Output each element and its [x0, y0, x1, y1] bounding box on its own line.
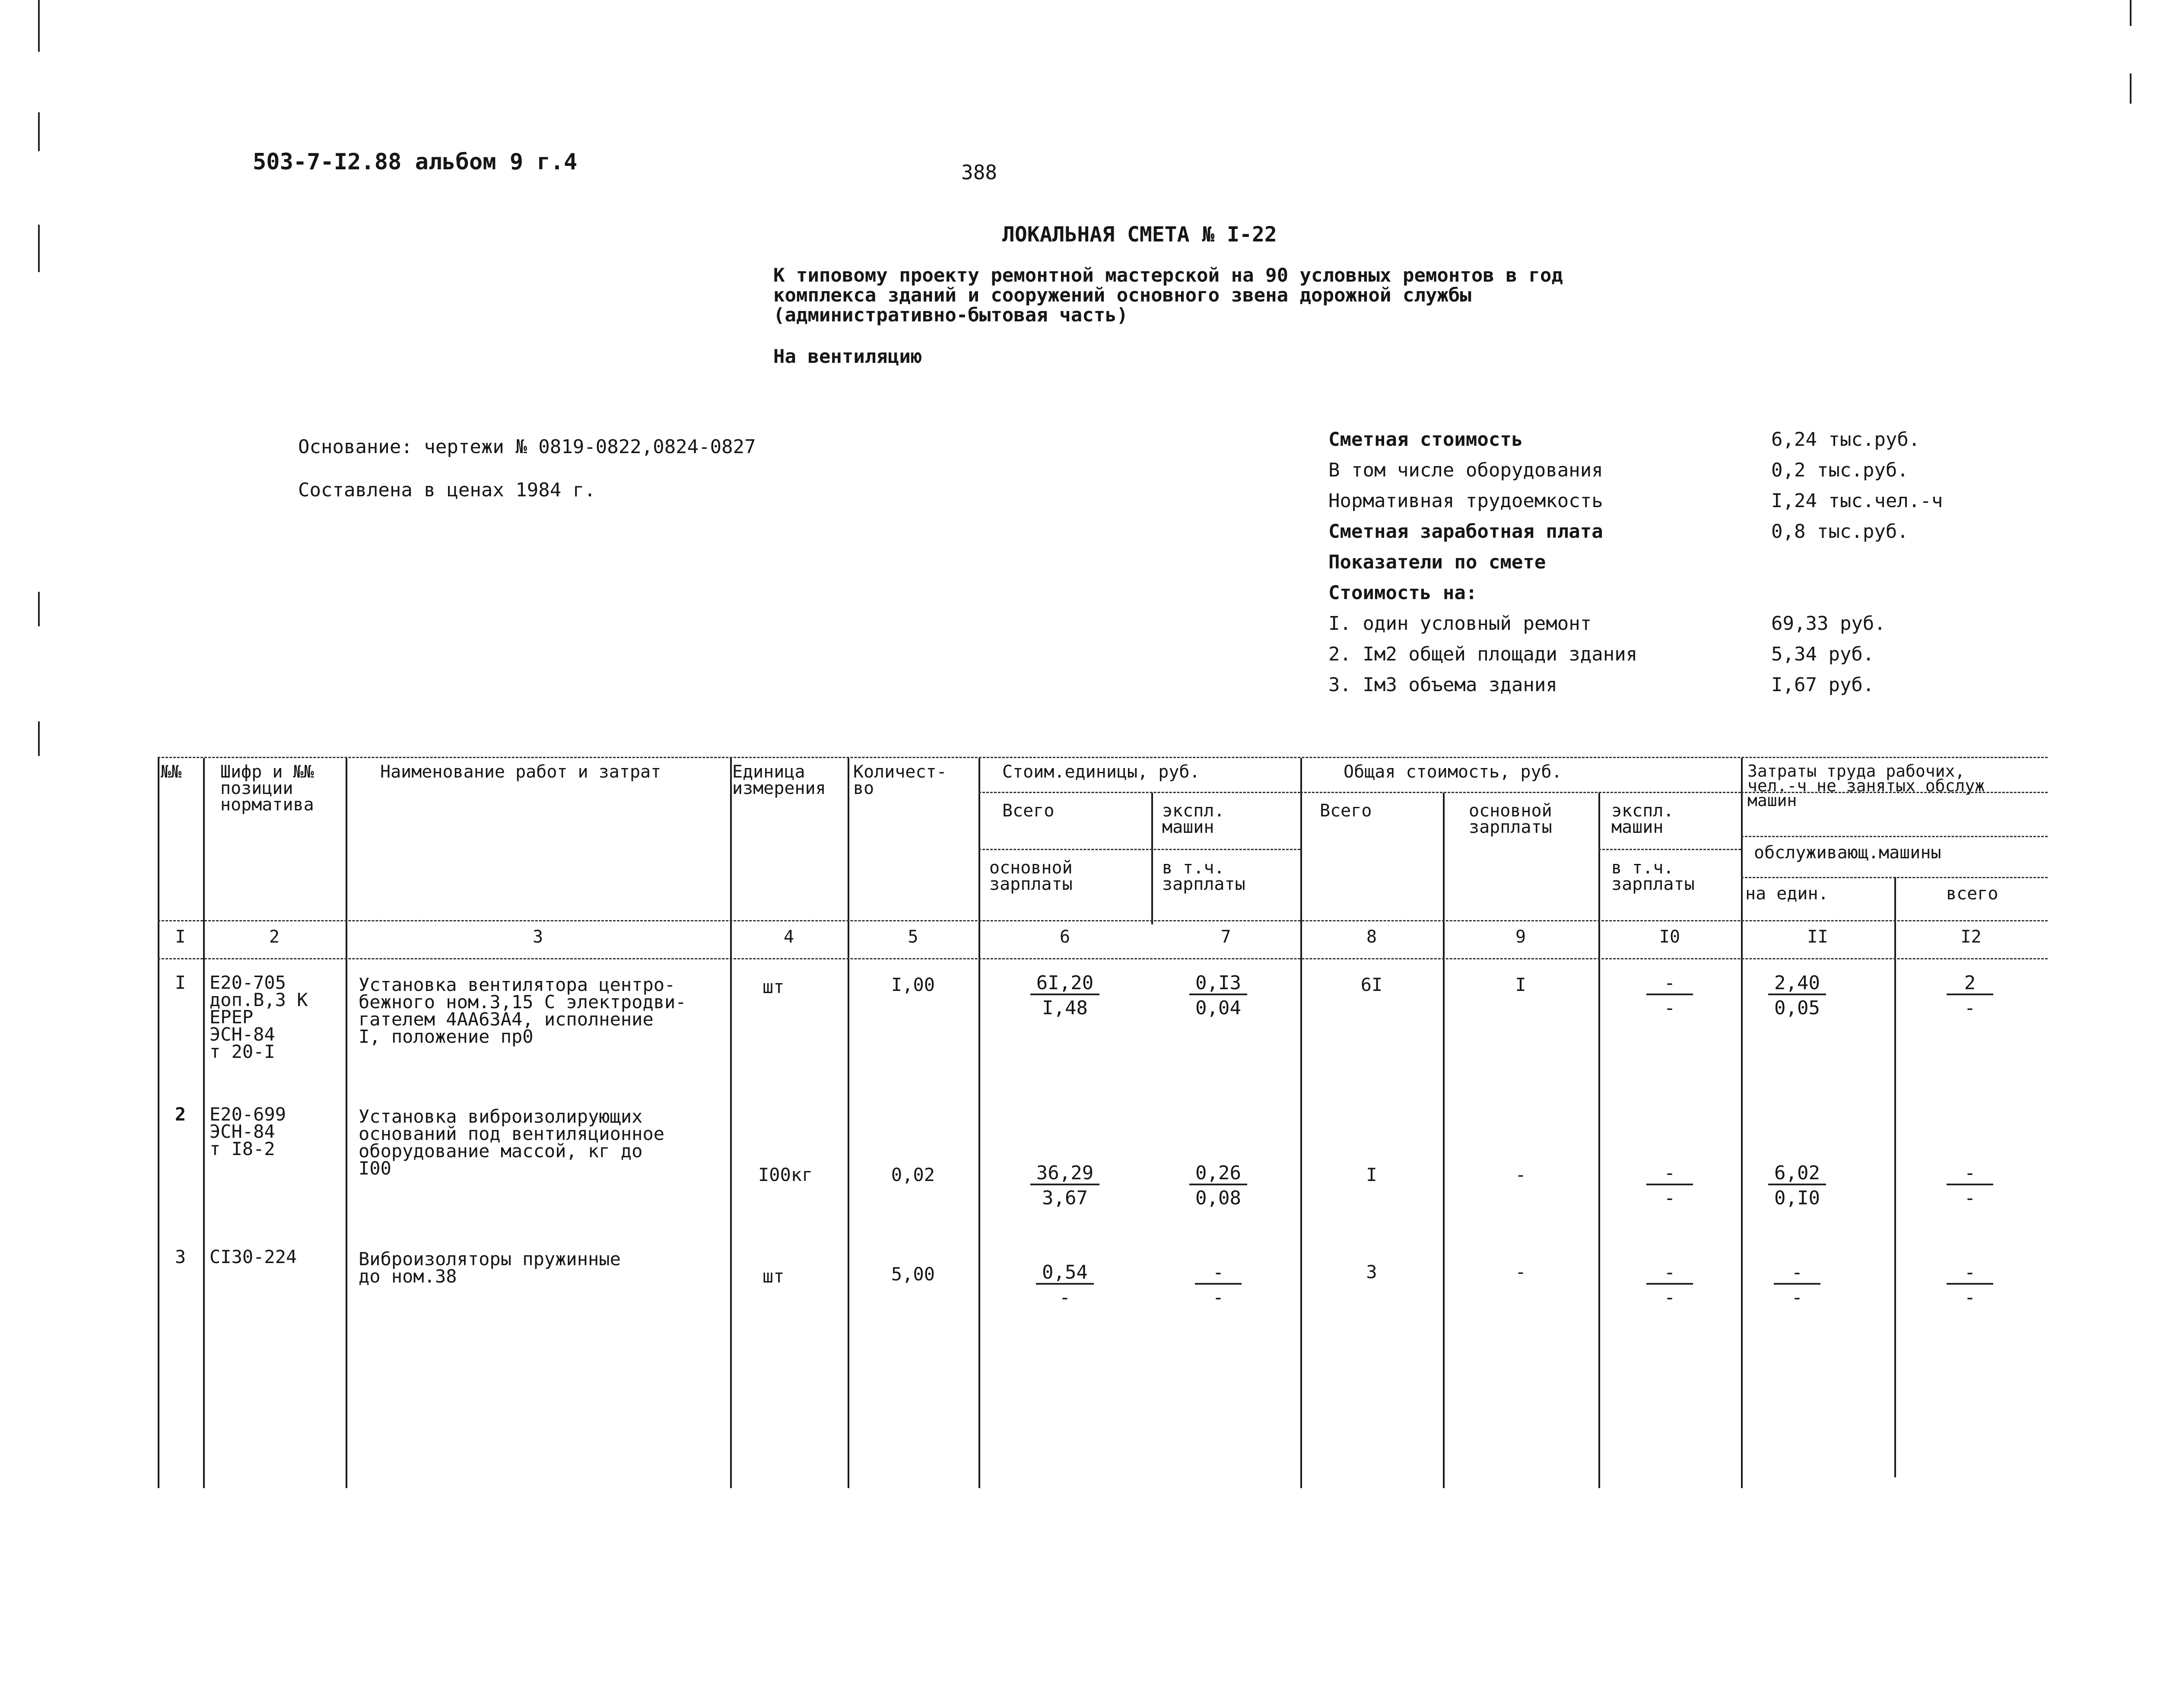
column-number: 7	[1220, 927, 1231, 947]
unit-cost-total	[1022, 1261, 1108, 1311]
header-qty-line: Количест-	[853, 762, 947, 782]
scan-mark	[38, 0, 40, 52]
code-line: Е20-705	[210, 972, 286, 993]
code-line: ЕРЕР	[210, 1006, 254, 1028]
header-total-wage	[1469, 803, 1552, 835]
header-qty	[853, 764, 947, 797]
frac-top: -	[1774, 1262, 1820, 1285]
header-line: в т.ч.	[1611, 858, 1674, 878]
header-line: зарплаты	[1162, 874, 1245, 894]
summary-label: Показатели по смете	[1328, 551, 1546, 573]
scan-mark	[38, 112, 40, 151]
frac-top: 2,40	[1768, 973, 1826, 995]
header-line: экспл.	[1162, 801, 1225, 821]
row-unit: шт	[762, 976, 785, 997]
scan-mark	[2130, 73, 2131, 104]
table-rule	[158, 958, 2048, 959]
frac-bottom: 0,08	[1195, 1187, 1241, 1209]
header-labor	[1747, 764, 1985, 808]
labor-per-unit	[1754, 1162, 1840, 1211]
summary-label: Сметная заработная плата	[1328, 521, 1603, 543]
row-num: I	[175, 972, 186, 993]
scan-mark	[38, 721, 40, 756]
total-cost: I	[1366, 1164, 1377, 1185]
summary-label: В том числе оборудования	[1328, 459, 1603, 481]
labor-per-unit	[1754, 1261, 1840, 1311]
summary-value: 6,24 тыс.руб.	[1771, 429, 1920, 451]
table-rule	[978, 849, 1300, 850]
header-line: основной	[989, 858, 1073, 878]
frac-bottom: 0,I0	[1774, 1187, 1820, 1209]
header-line: в т.ч.	[1162, 858, 1225, 878]
unit-cost-total	[1022, 1162, 1108, 1211]
name-line: Установка вентилятора центро-	[359, 974, 676, 995]
header-code-line: позиции	[220, 778, 293, 798]
scan-mark	[38, 592, 40, 626]
header-total-all: Всего	[1320, 801, 1372, 821]
column-number: II	[1807, 927, 1828, 947]
estimate-title: ЛОКАЛЬНАЯ СМЕТА № I-22	[1002, 222, 1277, 247]
table-rule	[1894, 877, 1896, 1477]
header-code	[220, 764, 314, 813]
summary-value: 0,8 тыс.руб.	[1771, 521, 1909, 543]
section-title: На вентиляцию	[773, 346, 922, 368]
total-machines	[1626, 1261, 1713, 1311]
code-line: ЭСН-84	[210, 1024, 275, 1045]
labor-per-unit	[1754, 972, 1840, 1021]
frac-top: -	[1947, 1163, 1993, 1185]
table-rule	[1741, 877, 2048, 878]
row-work-name	[359, 1248, 621, 1287]
header-line: зарплаты	[1469, 817, 1552, 837]
frac-top: 0,I3	[1189, 973, 1247, 995]
row-code	[210, 974, 308, 1060]
document-code: 503-7-I2.88 альбом 9 г.4	[253, 149, 578, 175]
name-line: оснований под вентиляционное	[359, 1123, 665, 1144]
row-unit: шт	[762, 1266, 785, 1287]
header-unit-line: измерения	[732, 778, 826, 798]
column-number: I2	[1960, 927, 1982, 947]
header-line: Затраты труда рабочих,	[1747, 762, 1965, 781]
unit-cost-total	[1022, 972, 1108, 1021]
code-line: ЭСН-84	[210, 1121, 275, 1142]
header-labor-sub: обслуживающ.машины	[1754, 843, 1941, 863]
subtitle-line: (административно-бытовая часть)	[773, 304, 1128, 326]
table-rule	[1300, 792, 1741, 793]
row-num: 2	[175, 1104, 186, 1125]
column-number: 5	[908, 927, 918, 947]
summary-label: Сметная стоимость	[1328, 429, 1523, 451]
code-line: Е20-699	[210, 1104, 286, 1125]
header-line: машин	[1747, 791, 1797, 810]
total-wage: -	[1515, 1164, 1526, 1185]
summary-label: Стоимость на:	[1328, 582, 1477, 604]
summary-value: I,24 тыс.чел.-ч	[1771, 490, 1943, 512]
frac-bottom: -	[1964, 1187, 1976, 1209]
table-rule	[1741, 836, 2048, 837]
column-number: I	[175, 927, 186, 947]
header-line: зарплаты	[1611, 874, 1695, 894]
row-code	[210, 1106, 286, 1158]
name-line: оборудование массой, кг до	[359, 1140, 643, 1162]
page-number: 388	[961, 161, 997, 184]
table-rule	[978, 792, 1300, 793]
frac-bottom: -	[1059, 1286, 1071, 1308]
header-labor-unit: на един.	[1745, 884, 1829, 904]
summary-label: 2. Iм2 общей площади здания	[1328, 643, 1638, 665]
table-rule	[848, 758, 849, 1488]
header-code-line: норматива	[220, 795, 314, 815]
column-number: 6	[1059, 927, 1070, 947]
code-line: доп.В,3 К	[210, 989, 308, 1010]
header-line: чел.-ч не занятых обслуж	[1747, 776, 1985, 795]
scan-mark	[38, 225, 40, 272]
summary-value: 5,34 руб.	[1771, 643, 1874, 665]
frac-bottom: I,48	[1042, 997, 1088, 1019]
header-num: №№	[161, 762, 182, 782]
summary-value: 69,33 руб.	[1771, 613, 1886, 635]
column-number: I0	[1659, 927, 1680, 947]
name-line: I00	[359, 1158, 391, 1179]
frac-top: 2	[1947, 973, 1993, 995]
total-wage: I	[1515, 974, 1526, 995]
subtitle-line: комплекса зданий и сооружений основного звена дорожной службы	[773, 284, 1471, 306]
summary-value: 0,2 тыс.руб.	[1771, 459, 1909, 481]
frac-bottom: -	[1212, 1286, 1224, 1308]
table-rule	[1443, 793, 1445, 1488]
header-unit-mach	[1162, 803, 1225, 835]
summary-label: Нормативная трудоемкость	[1328, 490, 1603, 512]
code-line: т 20-I	[210, 1041, 275, 1062]
summary-label: 3. Iм3 объема здания	[1328, 674, 1557, 696]
name-line: бежного ном.3,15 С электродви-	[359, 991, 686, 1013]
total-wage: -	[1515, 1261, 1526, 1283]
column-number: 2	[269, 927, 280, 947]
header-line: основной	[1469, 801, 1552, 821]
table-rule	[158, 758, 159, 1488]
header-unit-cost: Стоим.единицы, руб.	[1002, 762, 1200, 782]
header-unit-mach-wage	[1162, 860, 1245, 892]
frac-top: 0,54	[1036, 1262, 1094, 1285]
header-total-mach-wage	[1611, 860, 1695, 892]
column-number: 4	[783, 927, 794, 947]
frac-bottom: -	[1964, 1286, 1976, 1308]
header-qty-line: во	[853, 778, 874, 798]
summary-value: I,67 руб.	[1771, 674, 1874, 696]
name-line: Виброизоляторы пружинные	[359, 1248, 621, 1270]
frac-bottom: -	[1964, 997, 1976, 1019]
total-cost: 6I	[1360, 974, 1383, 995]
table-rule	[158, 920, 2048, 921]
frac-top: 36,29	[1030, 1163, 1099, 1185]
header-unit-wage	[989, 860, 1073, 892]
estimate-subtitle	[773, 266, 1563, 325]
frac-bottom: -	[1791, 1286, 1803, 1308]
frac-top: 6,02	[1768, 1163, 1826, 1185]
total-machines	[1626, 972, 1713, 1021]
frac-top: -	[1646, 1262, 1693, 1285]
labor-total	[1927, 972, 2013, 1021]
total-machines	[1626, 1162, 1713, 1211]
basis-block	[298, 425, 756, 512]
header-line: машин	[1611, 817, 1664, 837]
row-code	[210, 1248, 297, 1266]
header-total-cost: Общая стоимость, руб.	[1344, 762, 1562, 782]
frac-top: 0,26	[1189, 1163, 1247, 1185]
header-unit-total: Всего	[1002, 801, 1055, 821]
header-code-line: Шифр и №№	[220, 762, 314, 782]
name-line: Установка виброизолирующих	[359, 1106, 643, 1127]
header-total-mach	[1611, 803, 1674, 835]
basis-prices: Составлена в ценах 1984 г.	[298, 479, 596, 501]
name-line: I, положение пр0	[359, 1026, 534, 1047]
frac-bottom: -	[1664, 997, 1676, 1019]
basis-drawings: Основание: чертежи № 0819-0822,0824-0827	[298, 436, 756, 458]
name-line: до ном.38	[359, 1266, 457, 1287]
table-rule	[1300, 758, 1302, 1488]
row-work-name	[359, 1108, 664, 1177]
code-line: СI30-224	[210, 1246, 297, 1267]
scan-mark	[2130, 0, 2131, 26]
frac-bottom: 3,67	[1042, 1187, 1088, 1209]
table-rule	[1151, 793, 1153, 924]
labor-total	[1927, 1162, 2013, 1211]
frac-top: 6I,20	[1030, 973, 1099, 995]
unit-cost-machines	[1175, 1162, 1261, 1211]
total-cost: 3	[1366, 1261, 1377, 1283]
table-rule	[730, 758, 732, 1488]
header-name: Наименование работ и затрат	[380, 762, 661, 782]
table-rule	[158, 757, 2048, 758]
header-labor-all: всего	[1946, 884, 1998, 904]
column-number: 3	[532, 927, 543, 947]
summary-label: I. один условный ремонт	[1328, 613, 1592, 635]
table-rule	[978, 758, 980, 1488]
header-line: экспл.	[1611, 801, 1674, 821]
table-rule	[1741, 758, 1743, 1488]
labor-total	[1927, 1261, 2013, 1311]
unit-cost-machines	[1175, 1261, 1261, 1311]
column-number: 8	[1366, 927, 1377, 947]
frac-bottom: -	[1664, 1187, 1676, 1209]
frac-top: -	[1646, 973, 1693, 995]
frac-top: -	[1195, 1262, 1242, 1285]
frac-top: -	[1947, 1262, 1993, 1285]
header-unit	[732, 764, 826, 797]
row-work-name	[359, 976, 686, 1045]
table-rule	[346, 758, 347, 1488]
table-rule	[1598, 849, 1741, 850]
table-rule	[203, 758, 205, 1488]
frac-bottom: -	[1664, 1286, 1676, 1308]
row-num: 3	[175, 1246, 186, 1267]
frac-bottom: 0,04	[1195, 997, 1241, 1019]
code-line: т I8-2	[210, 1138, 275, 1159]
row-qty: 0,02	[891, 1164, 935, 1185]
header-line: зарплаты	[989, 874, 1073, 894]
name-line: гателем 4АА63А4, исполнение	[359, 1009, 654, 1030]
row-qty: 5,00	[891, 1264, 935, 1285]
subtitle-line: К типовому проекту ремонтной мастерской на 90 условных ремонтов в год	[773, 264, 1563, 286]
frac-top: -	[1646, 1163, 1693, 1185]
row-unit: I00кг	[758, 1164, 813, 1185]
unit-cost-machines	[1175, 972, 1261, 1021]
header-unit-line: Единица	[732, 762, 805, 782]
row-qty: I,00	[891, 974, 935, 995]
header-line: машин	[1162, 817, 1214, 837]
table-rule	[1598, 793, 1600, 1488]
column-number: 9	[1515, 927, 1526, 947]
frac-bottom: 0,05	[1774, 997, 1820, 1019]
